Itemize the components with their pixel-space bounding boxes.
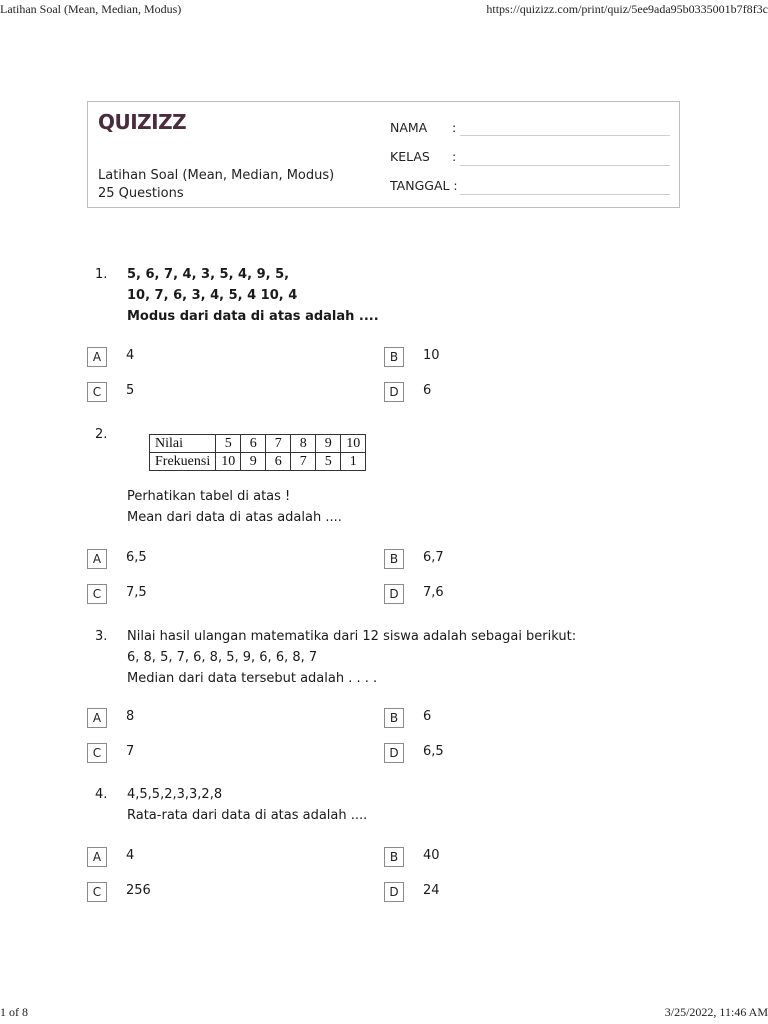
print-datetime: 3/25/2022, 11:46 AM — [664, 1005, 768, 1019]
option-letter: D — [384, 743, 404, 763]
table-cell: 5 — [216, 435, 241, 453]
option-letter: C — [87, 382, 107, 402]
option-text: 6,5 — [126, 550, 147, 565]
question-text — [127, 626, 576, 689]
class-label: KELAS — [390, 149, 430, 164]
option-letter: B — [384, 708, 404, 728]
table-cell: 7 — [291, 453, 316, 471]
table-cell: 6 — [266, 453, 291, 471]
worksheet-header-card — [87, 101, 680, 208]
print-url: https://quizizz.com/print/quiz/5ee9ada95b0335001b7f8f3c — [486, 2, 768, 16]
page-number: 1 of 8 — [0, 1005, 28, 1019]
table-cell: Frekuensi — [150, 453, 216, 471]
question-line: 10, 7, 6, 3, 4, 5, 4 10, 4 — [127, 288, 298, 303]
option-letter: A — [87, 549, 107, 569]
date-line — [460, 194, 670, 195]
question-line: 5, 6, 7, 4, 3, 5, 4, 9, 5, — [127, 267, 290, 282]
option-letter: B — [384, 847, 404, 867]
question-line: Perhatikan tabel di atas ! — [127, 489, 291, 504]
option-letter: B — [384, 549, 404, 569]
name-field — [390, 120, 457, 135]
table-row — [150, 453, 366, 471]
table-cell: 5 — [316, 453, 341, 471]
question-line: Median dari data tersebut adalah . . . . — [127, 671, 378, 686]
frequency-table — [149, 434, 366, 471]
table-cell: Nilai — [150, 435, 216, 453]
option-text: 6 — [423, 383, 432, 398]
question-text — [127, 784, 367, 826]
option-text: 7 — [126, 744, 135, 759]
question-count: 25 Questions — [98, 186, 184, 201]
print-footer — [0, 1006, 768, 1024]
option-letter: C — [87, 882, 107, 902]
option-text: 4 — [126, 348, 135, 363]
option-letter: A — [87, 347, 107, 367]
question-text — [127, 264, 379, 327]
option-text: 5 — [126, 383, 135, 398]
option-text: 6,5 — [423, 744, 444, 759]
option-letter: B — [384, 347, 404, 367]
question-number: 4. — [95, 787, 108, 802]
option-letter: C — [87, 743, 107, 763]
table-cell: 7 — [266, 435, 291, 453]
date-label: TANGGAL : — [390, 178, 458, 193]
option-letter: A — [87, 847, 107, 867]
print-title: Latihan Soal (Mean, Median, Modus) — [0, 2, 182, 16]
date-field — [390, 178, 458, 193]
class-colon: : — [452, 149, 457, 164]
option-text: 24 — [423, 883, 440, 898]
table-cell: 6 — [241, 435, 266, 453]
option-letter: D — [384, 584, 404, 604]
option-text: 7,5 — [126, 585, 147, 600]
class-line — [460, 165, 670, 166]
question-number: 2. — [95, 427, 108, 442]
option-letter: D — [384, 382, 404, 402]
question-line: Modus dari data di atas adalah .... — [127, 309, 379, 324]
option-text: 4 — [126, 848, 135, 863]
print-header — [0, 0, 768, 18]
name-line — [460, 135, 670, 136]
question-line: Rata-rata dari data di atas adalah .... — [127, 808, 368, 823]
quiz-info — [98, 167, 334, 203]
table-cell: 9 — [241, 453, 266, 471]
option-text: 10 — [423, 348, 440, 363]
question-number: 3. — [95, 629, 108, 644]
name-colon: : — [452, 120, 457, 135]
class-field — [390, 149, 457, 164]
table-row — [150, 435, 366, 453]
option-letter: D — [384, 882, 404, 902]
option-letter: C — [87, 584, 107, 604]
table-cell: 10 — [216, 453, 241, 471]
question-line: 4,5,5,2,3,3,2,8 — [127, 787, 223, 802]
quizizz-logo: QUIZIZZ — [98, 110, 187, 134]
table-cell: 10 — [341, 435, 366, 453]
quiz-title: Latihan Soal (Mean, Median, Modus) — [98, 168, 335, 183]
question-line: Nilai hasil ulangan matematika dari 12 siswa adalah sebagai berikut: — [127, 629, 577, 644]
option-letter: A — [87, 708, 107, 728]
table-cell: 9 — [316, 435, 341, 453]
option-text: 40 — [423, 848, 440, 863]
option-text: 6 — [423, 709, 432, 724]
question-line: Mean dari data di atas adalah .... — [127, 510, 342, 525]
option-text: 8 — [126, 709, 135, 724]
table-cell: 1 — [341, 453, 366, 471]
question-line: 6, 8, 5, 7, 6, 8, 5, 9, 6, 6, 8, 7 — [127, 650, 318, 665]
option-text: 7,6 — [423, 585, 444, 600]
question-text — [127, 486, 342, 528]
table-cell: 8 — [291, 435, 316, 453]
question-number: 1. — [95, 267, 108, 282]
name-label: NAMA — [390, 120, 428, 135]
option-text: 256 — [126, 883, 151, 898]
option-text: 6,7 — [423, 550, 444, 565]
